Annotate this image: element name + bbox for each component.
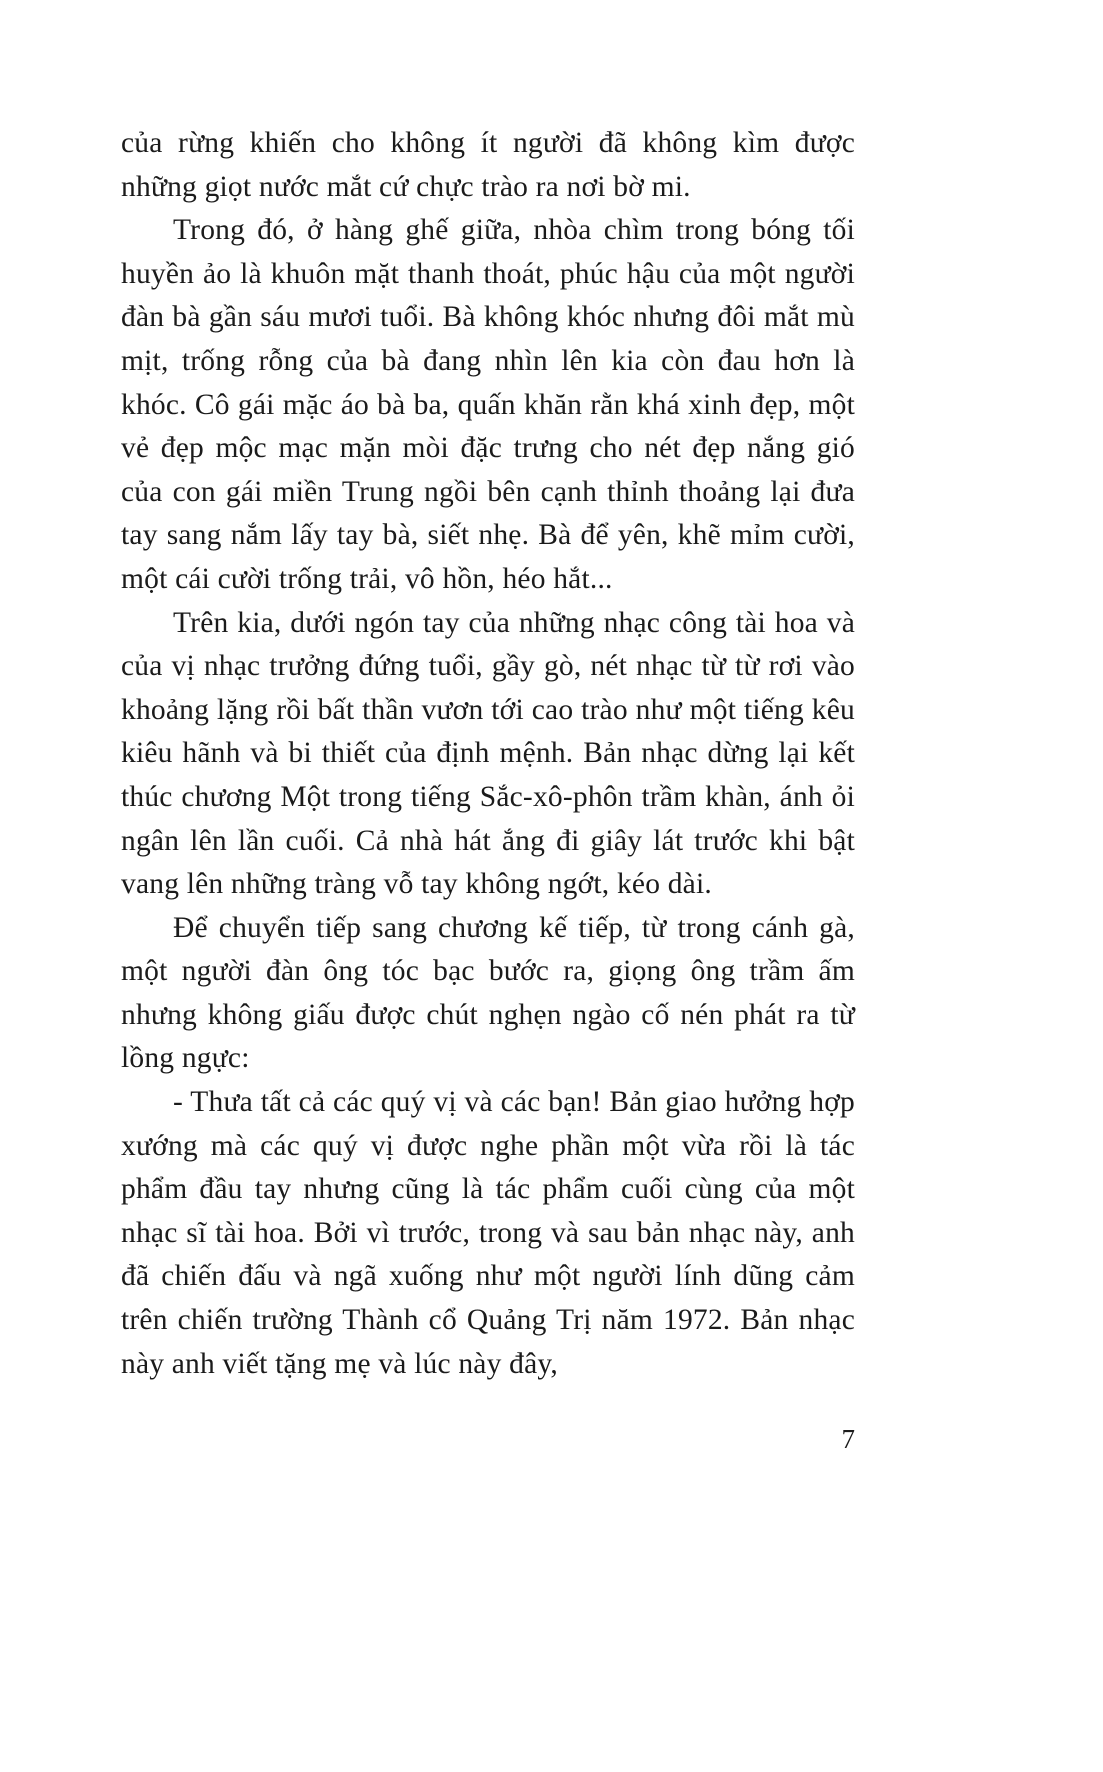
paragraph: - Thưa tất cả các quý vị và các bạn! Bản giao hưởng hợp xướng mà các quý vị được nghe phần một vừa rồi là tác phẩm đầu tay nhưng cũng là tác phẩm cuối cùng của một nhạc sĩ tài hoa. Bởi vì trước, trong và sau bản nhạc này, anh đã chiến đấu và ngã xuống như một người lính dũng cảm trên chiến trường Thành cổ Quảng Trị năm 1972. Bản nhạc này anh viết tặng mẹ và lúc này đây, (121, 1086, 855, 1380)
paragraph: Trong đó, ở hàng ghế giữa, nhòa chìm trong bóng tối huyền ảo là khuôn mặt thanh thoát, phúc hậu của một người đàn bà gần sáu mươi tuổi. Bà không khóc nhưng đôi mắt mù mịt, trống rỗng của bà đang nhìn lên kia còn đau hơn là khóc. Cô gái mặc áo bà ba, quấn khăn rằn khá xinh đẹp, một vẻ đẹp mộc mạc mặn mòi đặc trưng cho nét đẹp nắng gió của con gái miền Trung ngồi bên cạnh thỉnh thoảng lại đưa tay sang nắm lấy tay bà, siết nhẹ. Bà để yên, khẽ mỉm cười, một cái cười trống trải, vô hồn, héo hắt... (121, 214, 855, 595)
paragraph: của rừng khiến cho không ít người đã không kìm được những giọt nước mắt cứ chực trào ra nơi bờ mi. (121, 127, 855, 203)
text-block (121, 122, 855, 1386)
paragraph: Trên kia, dưới ngón tay của những nhạc công tài hoa và của vị nhạc trưởng đứng tuổi, gầy gò, nét nhạc từ từ rơi vào khoảng lặng rồi bất thần vươn tới cao trào như một tiếng kêu kiêu hãnh và bi thiết của định mệnh. Bản nhạc dừng lại kết thúc chương Một trong tiếng Sắc-xô-phôn trầm khàn, ánh ỏi ngân lên lần cuối. Cả nhà hát ắng đi giây lát trước khi bật vang lên những tràng vỗ tay không ngớt, kéo dài. (121, 606, 855, 901)
page-number: 7 (841, 1424, 855, 1455)
paragraph: Để chuyển tiếp sang chương kế tiếp, từ trong cánh gà, một người đàn ông tóc bạc bước ra, giọng ông trầm ấm nhưng không giấu được chút nghẹn ngào cố nén phát ra từ lồng ngực: (121, 911, 855, 1075)
